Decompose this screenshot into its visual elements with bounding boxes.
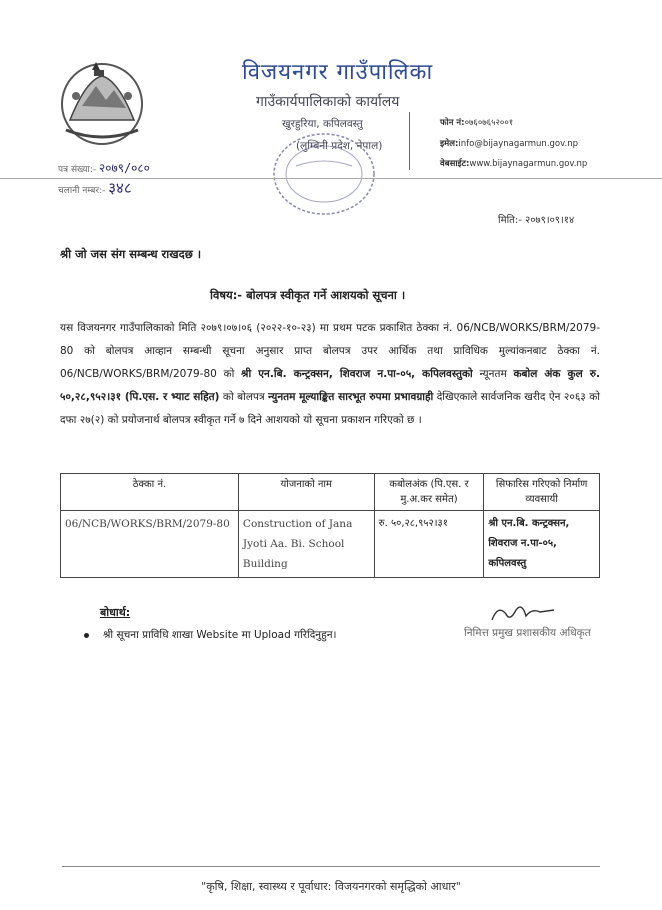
body-bold-2: कबोल अंक कुल रु. ५०,२८,९५२।३१ (पि.एस. र भ्याट सहित) [60,368,600,403]
phone-label: फोन नं: [440,118,465,128]
nepal-government-emblem-icon [56,56,148,148]
table-header-row [61,474,600,511]
website-line [440,158,587,169]
col-contract-no: ठेक्का नं. [61,474,239,511]
office-stamp-icon [268,128,383,220]
footer-slogan: "कृषि, शिक्षा, स्वास्थ्य र पूर्वाधार: विजयनगरको समृद्धिको आधार" [201,880,461,893]
cc-heading: बोधार्थ: [100,606,131,619]
patra-value: २०७९/०८० [99,161,150,175]
table-row [61,511,600,578]
col-project-name: योजनाको नाम [238,474,374,511]
email-label: इमेल: [440,139,459,149]
municipality-title: विजयनगर गाउँपालिका [242,60,434,85]
col-contractor: सिफारिस गरिएको निर्माण व्यवसायी [484,474,600,511]
address-line-1: खुरहुरिया, कपिलवस्तु [282,118,363,130]
website-label: वेबसाईट: [440,159,470,169]
cell-project-name: Construction of Jana Jyoti Aa. Bi. School Building [238,511,374,578]
chalani-value: ३४८ [108,179,132,197]
body-part-4: देखिएकाले सार्वजनिक खरीद ऐन २०६३ को दफा २७(२) को प्रयोजनार्थ बोलपत्र स्वीकृत गर्ने ७ दिने आशयको यो सूचना प्रकाशन गरिएको छ । [60,391,600,426]
patra-label: पत्र संख्या:- [58,165,97,175]
email-value: info@bijaynagarmun.gov.np [458,139,578,149]
address-line-2: (लुम्बिनी प्रदेश, नेपाल) [296,140,383,152]
patra-sankhya [58,159,150,176]
body-part-2: न्यूनतम [472,368,514,380]
phone-line [440,117,513,128]
cc-item [84,628,337,642]
cell-contract-no: 06/NCB/WORKS/BRM/2079-80 [61,511,239,578]
email-line [440,138,578,149]
body-bold-3: न्युनतम मूल्याङ्कित सारभूत रुपमा प्रभावग्राही [268,391,434,403]
notice-body [60,317,600,432]
signer-title: निमित्त प्रमुख प्रशासकीय अधिकृत [464,627,591,639]
award-table [60,473,600,578]
cell-contractor: श्री एन.बि. कन्ट्रक्सन, शिवराज न.पा-०५, कपिलवस्तु [484,511,600,578]
website-value: www.bijaynagarmun.gov.np [469,159,588,169]
body-part-1: यस विजयनगर गाउँपालिकाको मिति २०७९।०७।०६ (२०२२-१०-२३) मा प्रथम पटक प्रकाशित ठेक्का नं. 06/NCB/WORKS/BRM/2079-80 को बोलपत्र आव्हान सम्बन्धी सूचना अनुसार प्राप्त बोलपत्र उपर आर्थिक तथा प्राविधिक मुल्यांकनबाट ठेक्का नं. 06/NCB/WORKS/BRM/2079-80 को [60,322,600,380]
bullet-icon [84,633,89,638]
footer-separator [62,866,600,867]
cell-amount: रु. ५०,२८,९५२।३१ [374,511,484,578]
subject-line: विषय:- बोलपत्र स्वीकृत गर्ने आशयको सूचना । [210,288,406,302]
cc-item-text: श्री सूचना प्राविधि शाखा Website मा Upload गरिदिनुहुन। [103,629,337,641]
header-divider [409,112,410,170]
chalani-number [58,178,132,198]
office-subtitle: गाउँकार्यपालिकाको कार्यालय [256,94,400,110]
greeting: श्री जो जस संग सम्बन्ध राखदछ । [60,247,202,261]
body-part-3: को बोलपत्र [219,391,269,403]
body-bold-1: श्री एन.बि. कन्ट्रक्सन, शिवराज न.पा-०५, कपिलवस्तुको [241,368,473,380]
document-date: मिति:- २०७९।०९।१४ [498,215,575,226]
chalani-label: चलानी नम्बर:- [58,186,106,196]
phone-value: ०७६०७६५२००१ [464,118,514,128]
col-amount: कबोलअंक (पि.एस. र मु.अ.कर समेत) [374,474,484,511]
